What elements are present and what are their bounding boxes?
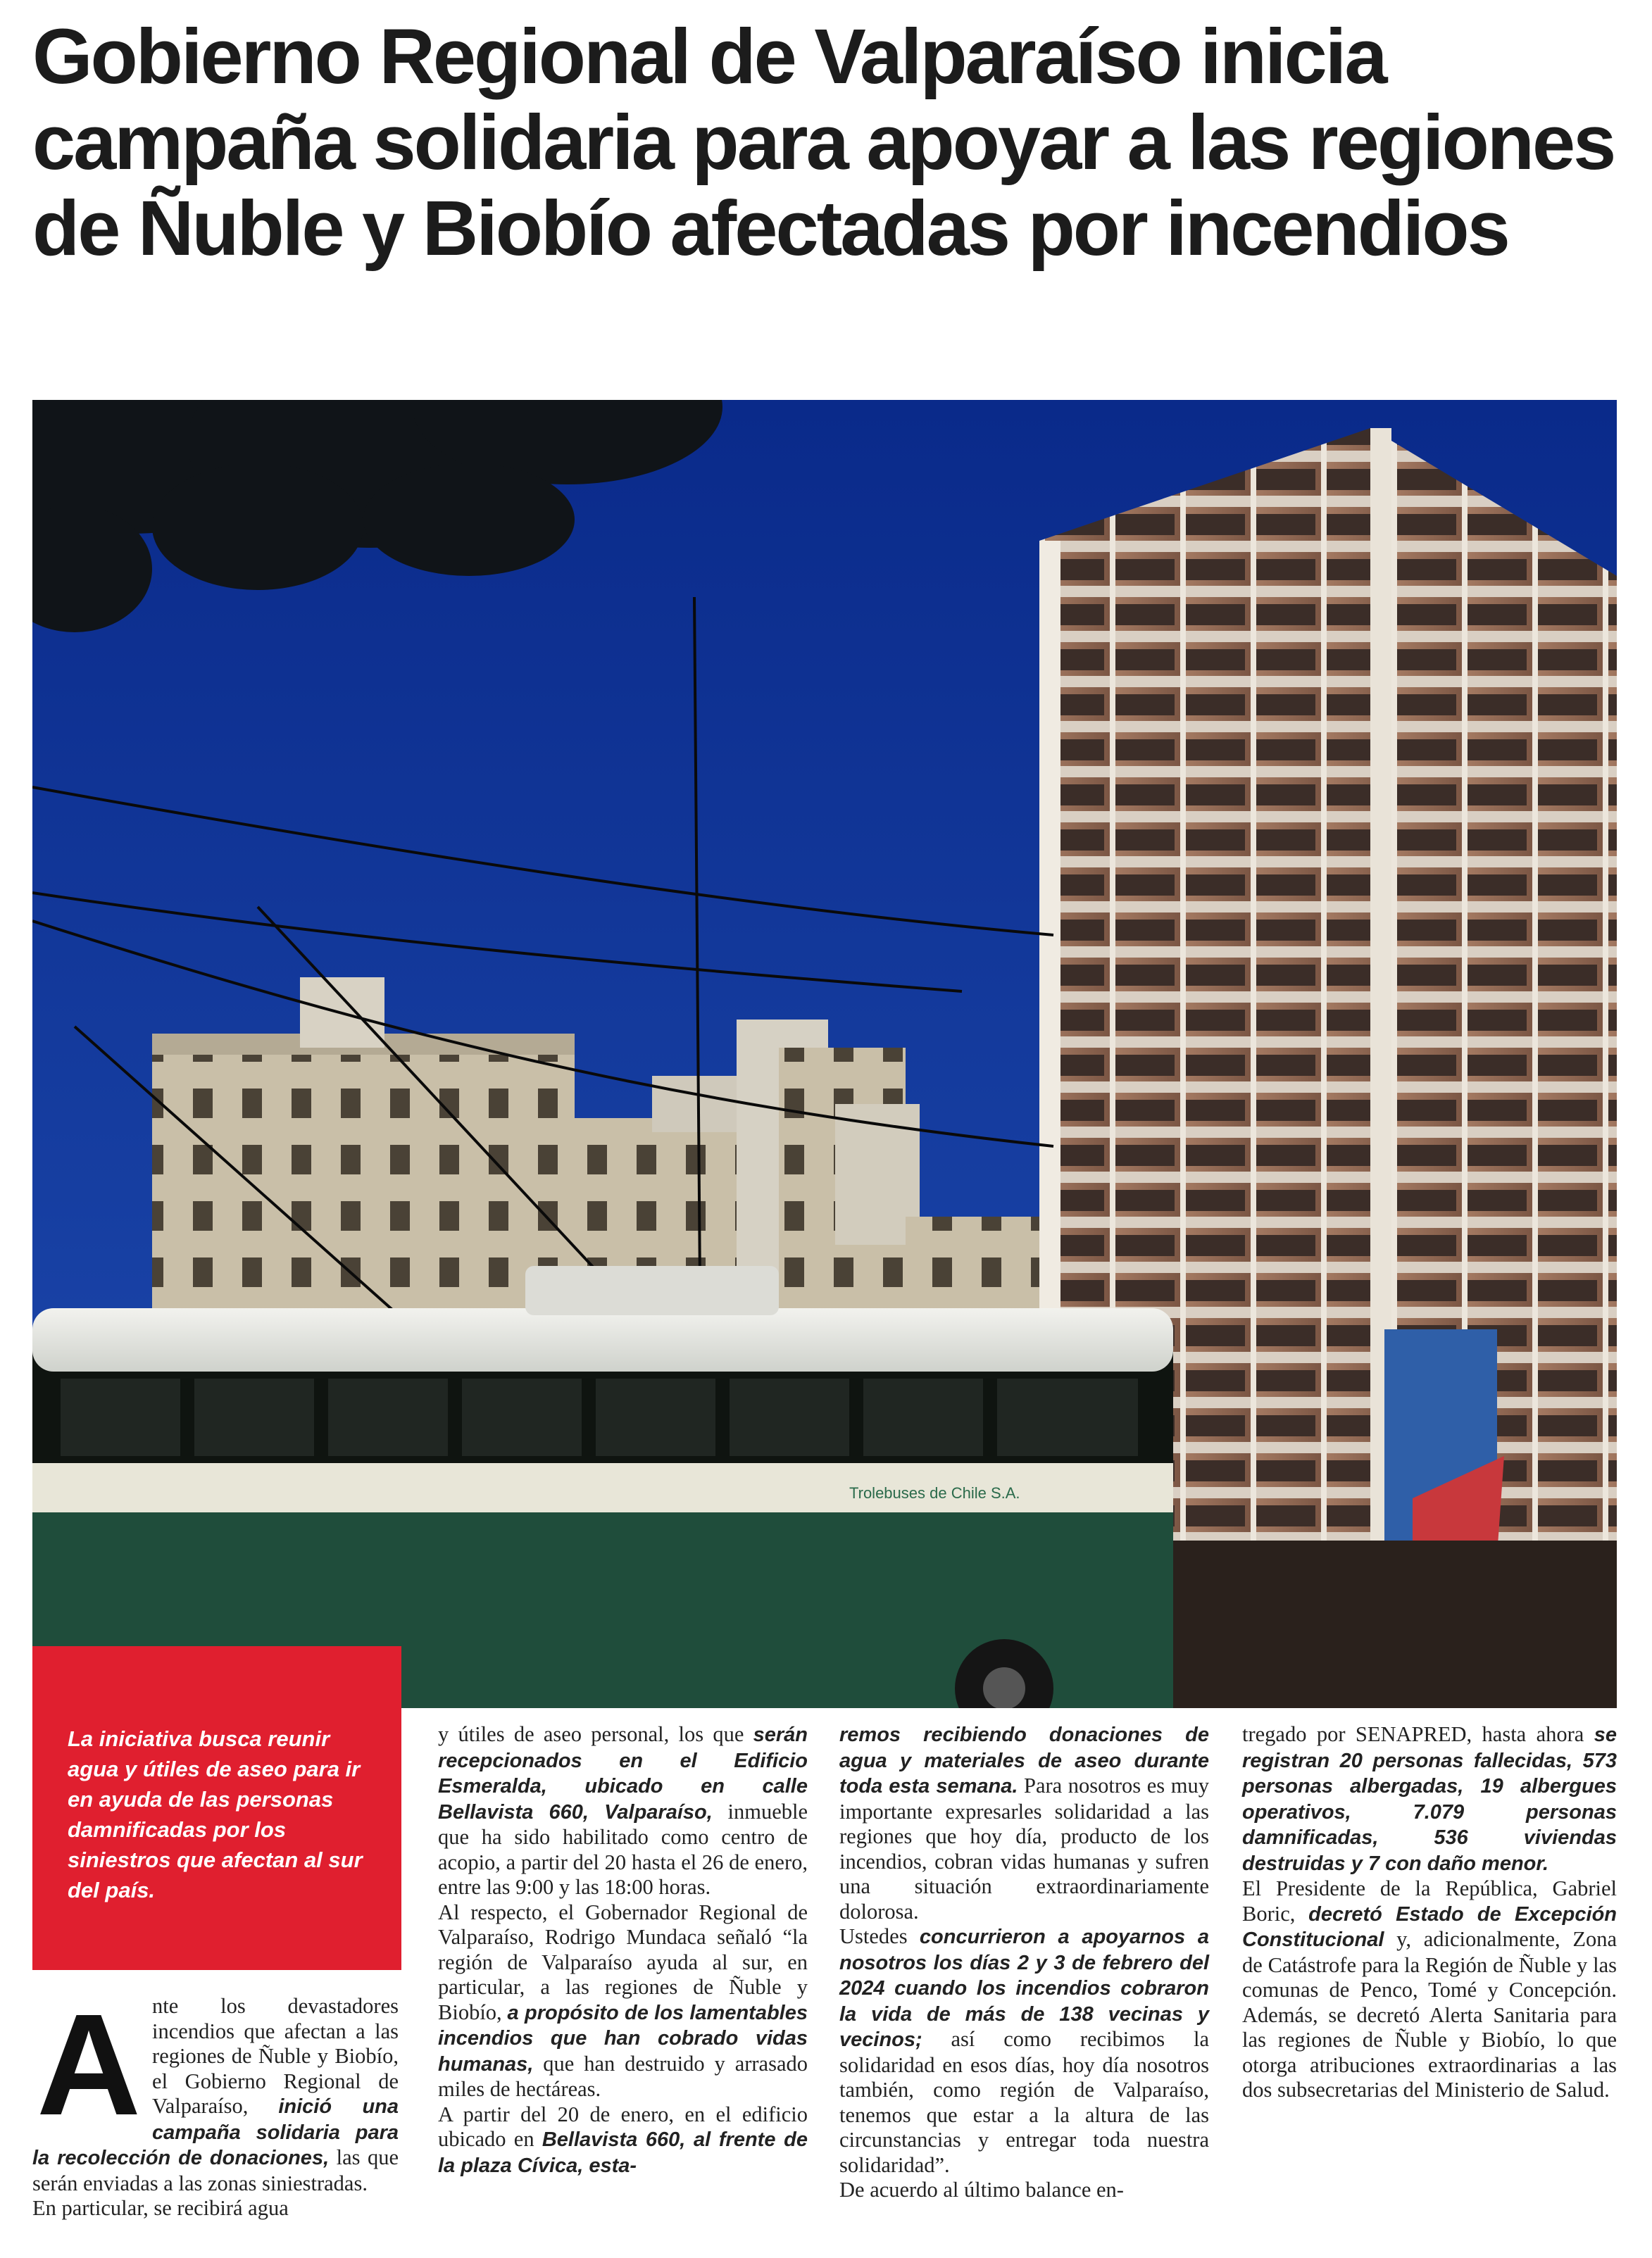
body-text: inmueble que ha sido habilitado como centro de acopio, a partir del 20 hasta el 26 de enero, entre las 9:00 y las 18:00 horas.: [438, 1799, 808, 1899]
column-2: [438, 1722, 808, 2178]
article-photo: [32, 400, 1617, 1708]
body-text-bold: se registran 20 personas fallecidas, 573 personas albergadas, 19 albergues operativos, 7.079 personas damnificadas, 536 viviendas destruidas y 7 con daño menor.: [1242, 1724, 1617, 1875]
body-text-bold: a propósito de los lamentables incendios que han cobrado vidas humanas,: [438, 2001, 808, 2076]
body-text: En particular, se recibirá agua: [32, 2196, 289, 2220]
body-text: Al respecto, el Gobernador Regional de Valparaíso, Rodrigo Mundaca señaló “la región de Valparaíso ayuda al sur, en particular, a las regiones de Ñuble y Biobío,: [438, 1900, 808, 2024]
body-text: Ustedes: [839, 1924, 920, 1948]
callout-text: La iniciativa busca reunir agua y útiles de aseo para ir en ayuda de las personas damnificadas por los siniestros que afectan al sur del país.: [68, 1726, 363, 1902]
body-text: De acuerdo al último balance en-: [839, 2178, 1124, 2202]
body-text-bold: Bellavista 660, al frente de la plaza Cívica, esta-: [438, 2128, 808, 2177]
body-text: así como recibimos la solidaridad en esos días, hoy día nosotros también, como región de Valparaíso, tenemos que estar a la altura de las circunstancias y entregar toda nuestra solidaridad”.: [839, 2027, 1209, 2177]
body-text: Para nosotros es muy importante expresarles solidaridad a las regiones que hoy día, producto de los incendios, cobran vidas humanas y sufren una situación extraordinariamente dolorosa.: [839, 1774, 1209, 1924]
callout-box: [32, 1646, 401, 1970]
headline: Gobierno Regional de Valparaíso inicia campaña solidaria para apoyar a las regiones de Ñuble y Biobío afectadas por incendios: [32, 13, 1615, 272]
body-text: nte los devastadores incendios que afectan a las regiones de Ñuble y Biobío, el Gobierno Regional de Valparaíso,: [152, 1994, 399, 2118]
body-text: que han destruido y arrasado miles de hectáreas.: [438, 2051, 808, 2101]
trolleybus: [32, 1266, 1173, 1708]
drop-cap: A: [37, 1984, 142, 2145]
body-text: A partir del 20 de enero, en el edificio ubicado en: [438, 2102, 808, 2151]
body-text: El Presidente de la República, Gabriel Boric,: [1242, 1876, 1617, 1926]
body-text-bold: decretó Estado de Excepción Constitucional: [1242, 1902, 1617, 1951]
body-text: y, adicionalmente, Zona de Catástrofe para la Región de Ñuble y las comunas de Penco, Tomé y Concepción. Además, se decretó Alerta Sanitaria para las regiones de Ñuble y Biobío, lo que otorga atribuciones extraordinarias a las dos subsecretarias del Ministerio de Salud.: [1242, 1927, 1617, 2102]
column-1: [32, 1984, 399, 2221]
body-text-bold: inició una campaña solidaria para la recolección de donaciones,: [32, 2095, 399, 2169]
column-3: [839, 1722, 1209, 2203]
bus-sign: Trolebuses de Chile S.A.: [849, 1484, 1020, 1502]
body-text: las que serán enviadas a las zonas siniestradas.: [32, 2145, 399, 2195]
body-text: y útiles de aseo personal, los que: [438, 1722, 753, 1746]
body-text: tregado por SENAPRED, hasta ahora: [1242, 1722, 1594, 1746]
body-text-bold: remos recibiendo donaciones de agua y materiales de aseo durante toda esta semana.: [839, 1724, 1209, 1798]
body-text-bold: serán recepcionados en el Edificio Esmeralda, ubicado en calle Bellavista 660, Valparaíso,: [438, 1724, 808, 1824]
column-4: [1242, 1722, 1617, 2103]
body-text-bold: concurrieron a apoyarnos a nosotros los días 2 y 3 de febrero del 2024 cuando los incendios cobraron la vida de más de 138 vecinas y vecinos;: [839, 1926, 1209, 2051]
